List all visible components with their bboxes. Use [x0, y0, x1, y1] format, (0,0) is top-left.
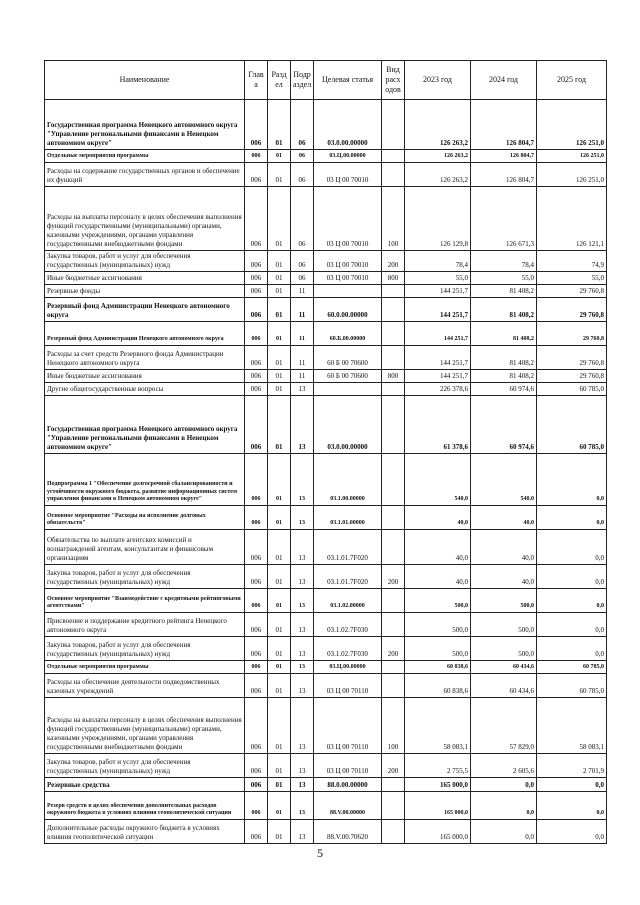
cell-article: 03.Ц.00.00000: [314, 150, 382, 163]
cell-y2023: 126 129,8: [405, 187, 471, 251]
cell-podr: 13: [291, 565, 314, 589]
cell-podr: 06: [291, 100, 314, 150]
cell-y2025: 60 785,0: [537, 383, 607, 396]
cell-y2023: 55,0: [405, 272, 471, 285]
cell-glav: 006: [245, 754, 268, 778]
cell-article: 03 Ц 00 70110: [314, 674, 382, 698]
budget-table: [44, 60, 607, 844]
table-row: [45, 370, 607, 383]
cell-podr: 13: [291, 454, 314, 506]
cell-name: Дополнительные расходы окружного бюджета в условиях влияния геополитической ситуации: [45, 820, 245, 844]
cell-name: Закупка товаров, работ и услуг для обеспечения государственных (муниципальных) нужд: [45, 637, 245, 661]
cell-razd: 01: [268, 383, 291, 396]
cell-y2023: 40,0: [405, 530, 471, 565]
cell-razd: 01: [268, 530, 291, 565]
cell-vid: [382, 589, 405, 613]
cell-article: 03 Ц 00 70010: [314, 163, 382, 187]
cell-razd: 01: [268, 370, 291, 383]
cell-glav: 006: [245, 251, 268, 272]
cell-y2023: 2 755,5: [405, 754, 471, 778]
cell-y2024: 500,0: [471, 637, 537, 661]
cell-name: Другие общегосударственные вопросы: [45, 383, 245, 396]
table-row: [45, 272, 607, 285]
scan-mark: [606, 28, 620, 29]
cell-name: Расходы на обеспечение деятельности подведомственных казенных учреждений: [45, 674, 245, 698]
cell-y2024: 60 434,6: [471, 661, 537, 674]
cell-vid: [382, 792, 405, 820]
cell-y2023: 165 000,0: [405, 778, 471, 792]
cell-y2023: 61 378,6: [405, 396, 471, 454]
cell-podr: 13: [291, 383, 314, 396]
cell-glav: 006: [245, 778, 268, 792]
table-row: [45, 698, 607, 754]
cell-razd: 01: [268, 698, 291, 754]
cell-vid: [382, 285, 405, 298]
cell-razd: 01: [268, 778, 291, 792]
cell-podr: 13: [291, 613, 314, 637]
cell-y2023: 144 251,7: [405, 370, 471, 383]
cell-y2025: 29 760,8: [537, 370, 607, 383]
cell-y2024: 40,0: [471, 506, 537, 530]
cell-y2023: 60 838,6: [405, 661, 471, 674]
table-row: [45, 754, 607, 778]
cell-y2023: 144 251,7: [405, 298, 471, 322]
cell-glav: 006: [245, 100, 268, 150]
cell-article: 03.Ц.00.00000: [314, 661, 382, 674]
cell-podr: 13: [291, 637, 314, 661]
cell-name: Резервные средства: [45, 778, 245, 792]
table-row: [45, 674, 607, 698]
cell-razd: 01: [268, 674, 291, 698]
cell-podr: 11: [291, 370, 314, 383]
cell-name: Основное мероприятие "Расходы на исполнение долговых обязательств": [45, 506, 245, 530]
cell-glav: 006: [245, 396, 268, 454]
cell-podr: 11: [291, 322, 314, 346]
cell-glav: 006: [245, 285, 268, 298]
cell-vid: [382, 100, 405, 150]
cell-y2025: 0,0: [537, 820, 607, 844]
cell-y2025: 58 083,1: [537, 698, 607, 754]
cell-podr: 13: [291, 754, 314, 778]
cell-y2024: 500,0: [471, 589, 537, 613]
cell-name: Резерв средств в целях обеспечения дополнительных расходов окружного бюджета в условиях влияния геополитической ситуации: [45, 792, 245, 820]
cell-y2024: 60 974,6: [471, 396, 537, 454]
cell-glav: 006: [245, 298, 268, 322]
cell-razd: 01: [268, 272, 291, 285]
cell-vid: [382, 661, 405, 674]
cell-glav: 006: [245, 370, 268, 383]
cell-y2025: 0,0: [537, 792, 607, 820]
cell-vid: 100: [382, 698, 405, 754]
cell-y2023: 58 083,1: [405, 698, 471, 754]
cell-article: 03 Ц 00 70110: [314, 698, 382, 754]
cell-name: Расходы на выплаты персоналу в целях обеспечения выполнения функций государственными (муниципальными) органами, казенными учреждениями, органами управления государственными внебюджетными фондами: [45, 187, 245, 251]
cell-y2024: 540,0: [471, 454, 537, 506]
table-row: [45, 661, 607, 674]
cell-name: Отдельные мероприятия программы: [45, 661, 245, 674]
cell-podr: 13: [291, 792, 314, 820]
table-row: [45, 251, 607, 272]
cell-glav: 006: [245, 674, 268, 698]
cell-razd: 01: [268, 163, 291, 187]
cell-y2025: 0,0: [537, 589, 607, 613]
cell-vid: 800: [382, 272, 405, 285]
cell-article: 88.V.00.70620: [314, 820, 382, 844]
cell-y2025: 0,0: [537, 530, 607, 565]
cell-podr: 11: [291, 285, 314, 298]
cell-name: Закупка товаров, работ и услуг для обеспечения государственных (муниципальных) нужд: [45, 565, 245, 589]
cell-article: 60 Б 00 70600: [314, 346, 382, 370]
cell-y2023: 500,0: [405, 589, 471, 613]
cell-name: Расходы на содержание государственных органов и обеспечение их функций: [45, 163, 245, 187]
cell-article: 60.0.00.00000: [314, 298, 382, 322]
cell-name: Иные бюджетные ассигнования: [45, 272, 245, 285]
cell-podr: 06: [291, 187, 314, 251]
cell-y2024: 81 408,2: [471, 285, 537, 298]
cell-podr: 13: [291, 506, 314, 530]
cell-article: [314, 285, 382, 298]
cell-y2024: 60 974,6: [471, 383, 537, 396]
cell-article: 03.0.00.00000: [314, 100, 382, 150]
cell-razd: 01: [268, 251, 291, 272]
table-row: [45, 298, 607, 322]
cell-article: 60 Б 00 70600: [314, 370, 382, 383]
cell-razd: 01: [268, 661, 291, 674]
cell-razd: 01: [268, 565, 291, 589]
cell-y2025: 29 760,8: [537, 322, 607, 346]
cell-y2025: 55,0: [537, 272, 607, 285]
cell-name: Резервные фонды: [45, 285, 245, 298]
page-number: 5: [317, 846, 323, 860]
cell-glav: 006: [245, 163, 268, 187]
header-podr: Подр аздел: [291, 61, 314, 100]
cell-y2023: 126 263,2: [405, 150, 471, 163]
cell-glav: 006: [245, 820, 268, 844]
cell-razd: 01: [268, 820, 291, 844]
cell-y2024: 81 408,2: [471, 346, 537, 370]
table-row: [45, 396, 607, 454]
cell-y2023: 40,0: [405, 565, 471, 589]
cell-vid: 200: [382, 637, 405, 661]
cell-y2025: 0,0: [537, 454, 607, 506]
cell-article: 88.0.00.00000: [314, 778, 382, 792]
cell-vid: [382, 346, 405, 370]
cell-glav: 006: [245, 530, 268, 565]
cell-y2024: 126 804,7: [471, 150, 537, 163]
cell-y2024: 60 434,6: [471, 674, 537, 698]
cell-y2024: 126 671,3: [471, 187, 537, 251]
cell-vid: [382, 322, 405, 346]
cell-name: Расходы на выплаты персоналу в целях обеспечения выполнения функций государственными (муниципальными) органами, казенными учреждениями, органами управления государственными внебюджетными фондами: [45, 698, 245, 754]
cell-podr: 11: [291, 346, 314, 370]
header-name: Наименование: [45, 61, 245, 100]
cell-vid: [382, 298, 405, 322]
header-2025: 2025 год: [537, 61, 607, 100]
cell-y2025: 60 785,0: [537, 674, 607, 698]
cell-y2024: 0,0: [471, 820, 537, 844]
cell-name: Присвоение и поддержание кредитного рейтинга Ненецкого автономного округа: [45, 613, 245, 637]
cell-podr: 06: [291, 251, 314, 272]
cell-y2025: 0,0: [537, 565, 607, 589]
cell-y2023: 60 838,6: [405, 674, 471, 698]
cell-y2025: 60 785,0: [537, 396, 607, 454]
cell-razd: 01: [268, 613, 291, 637]
cell-vid: [382, 674, 405, 698]
cell-glav: 006: [245, 637, 268, 661]
header-glav: Глав а: [245, 61, 268, 100]
cell-article: 03 Ц 00 70010: [314, 272, 382, 285]
header-2023: 2023 год: [405, 61, 471, 100]
cell-article: 60.Б.00.00000: [314, 322, 382, 346]
cell-glav: 006: [245, 454, 268, 506]
cell-glav: 006: [245, 661, 268, 674]
cell-y2025: 0,0: [537, 637, 607, 661]
cell-article: 03.1.01.00000: [314, 506, 382, 530]
cell-name: Отдельные мероприятия программы: [45, 150, 245, 163]
cell-razd: 01: [268, 637, 291, 661]
cell-y2023: 78,4: [405, 251, 471, 272]
cell-article: 03.1.00.00000: [314, 454, 382, 506]
cell-razd: 01: [268, 454, 291, 506]
cell-y2025: 126 121,1: [537, 187, 607, 251]
cell-y2025: 126 251,0: [537, 100, 607, 150]
cell-glav: 006: [245, 272, 268, 285]
cell-glav: 006: [245, 322, 268, 346]
cell-y2024: 40,0: [471, 565, 537, 589]
cell-podr: 13: [291, 661, 314, 674]
cell-podr: 11: [291, 298, 314, 322]
cell-podr: 13: [291, 396, 314, 454]
cell-y2024: 55,0: [471, 272, 537, 285]
cell-y2025: 29 760,8: [537, 298, 607, 322]
table-row: [45, 454, 607, 506]
cell-name: Закупка товаров, работ и услуг для обеспечения государственных (муниципальных) нужд: [45, 754, 245, 778]
cell-glav: 006: [245, 792, 268, 820]
table-row: [45, 778, 607, 792]
cell-y2025: 2 701,9: [537, 754, 607, 778]
cell-vid: 200: [382, 754, 405, 778]
cell-razd: 01: [268, 396, 291, 454]
cell-vid: [382, 454, 405, 506]
cell-glav: 006: [245, 506, 268, 530]
cell-y2024: 0,0: [471, 792, 537, 820]
cell-razd: 01: [268, 150, 291, 163]
cell-y2023: 126 263,2: [405, 163, 471, 187]
cell-podr: 13: [291, 589, 314, 613]
cell-y2023: 226 378,6: [405, 383, 471, 396]
cell-razd: 01: [268, 100, 291, 150]
cell-razd: 01: [268, 322, 291, 346]
cell-podr: 13: [291, 820, 314, 844]
cell-y2023: 540,0: [405, 454, 471, 506]
cell-y2024: 126 804,7: [471, 163, 537, 187]
cell-glav: 006: [245, 589, 268, 613]
cell-vid: [382, 613, 405, 637]
table-row: [45, 820, 607, 844]
cell-razd: 01: [268, 754, 291, 778]
cell-name: Расходы за счет средств Резервного фонда Администрации Ненецкого автономного округа: [45, 346, 245, 370]
cell-y2024: 500,0: [471, 613, 537, 637]
cell-y2024: 81 408,2: [471, 322, 537, 346]
cell-vid: [382, 150, 405, 163]
table-row: [45, 322, 607, 346]
cell-y2025: 0,0: [537, 613, 607, 637]
table-header-row: [45, 61, 607, 100]
cell-vid: [382, 530, 405, 565]
cell-vid: [382, 163, 405, 187]
cell-y2025: 74,9: [537, 251, 607, 272]
table-row: [45, 792, 607, 820]
table-row: [45, 150, 607, 163]
cell-y2024: 126 804,7: [471, 100, 537, 150]
cell-razd: 01: [268, 346, 291, 370]
cell-razd: 01: [268, 506, 291, 530]
cell-article: 03.1.02.7F030: [314, 637, 382, 661]
header-2024: 2024 год: [471, 61, 537, 100]
cell-glav: 006: [245, 346, 268, 370]
cell-name: Резервный фонд Администрации Ненецкого автономного округа: [45, 322, 245, 346]
cell-article: 03.1.01.7F020: [314, 565, 382, 589]
header-vid: Вид расх одов: [382, 61, 405, 100]
cell-article: 03.1.02.00000: [314, 589, 382, 613]
cell-razd: 01: [268, 187, 291, 251]
cell-vid: 800: [382, 370, 405, 383]
cell-name: Подпрограмма 1 "Обеспечение долгосрочной сбалансированности и устойчивости окружного бюджета, развитие информационных систем управления финансами в Ненецком автономном округе": [45, 454, 245, 506]
cell-razd: 01: [268, 792, 291, 820]
cell-podr: 06: [291, 150, 314, 163]
table-row: [45, 613, 607, 637]
cell-y2025: 126 251,0: [537, 150, 607, 163]
cell-y2023: 500,0: [405, 613, 471, 637]
cell-y2024: 81 408,2: [471, 298, 537, 322]
cell-y2023: 165 000,0: [405, 820, 471, 844]
cell-razd: 01: [268, 285, 291, 298]
cell-glav: 006: [245, 187, 268, 251]
cell-podr: 13: [291, 674, 314, 698]
cell-y2025: 29 760,8: [537, 285, 607, 298]
cell-y2024: 2 605,6: [471, 754, 537, 778]
cell-podr: 06: [291, 163, 314, 187]
cell-article: 03 Ц 00 70110: [314, 754, 382, 778]
cell-y2023: 126 263,2: [405, 100, 471, 150]
cell-podr: 06: [291, 272, 314, 285]
cell-y2023: 144 251,7: [405, 346, 471, 370]
table-row: [45, 637, 607, 661]
cell-article: 03.1.02.7F030: [314, 613, 382, 637]
cell-y2023: 40,0: [405, 506, 471, 530]
cell-article: 03.1.01.7F020: [314, 530, 382, 565]
cell-vid: [382, 506, 405, 530]
cell-vid: [382, 820, 405, 844]
cell-podr: 13: [291, 698, 314, 754]
cell-name: Резервный фонд Администрации Ненецкого автономного округа: [45, 298, 245, 322]
cell-name: Основное мероприятие "Взаимодействие с кредитными рейтинговыми агентствами": [45, 589, 245, 613]
cell-y2025: 29 760,8: [537, 346, 607, 370]
cell-name: Государственная программа Ненецкого автономного округа "Управление региональными финансами в Ненецком автономном округе": [45, 100, 245, 150]
cell-y2024: 40,0: [471, 530, 537, 565]
cell-podr: 13: [291, 778, 314, 792]
cell-y2025: 60 785,0: [537, 661, 607, 674]
cell-podr: 13: [291, 530, 314, 565]
table-row: [45, 565, 607, 589]
cell-razd: 01: [268, 298, 291, 322]
cell-glav: 006: [245, 698, 268, 754]
cell-y2023: 144 251,7: [405, 322, 471, 346]
cell-y2024: 57 829,0: [471, 698, 537, 754]
cell-glav: 006: [245, 613, 268, 637]
cell-razd: 01: [268, 589, 291, 613]
header-razd: Разд ел: [268, 61, 291, 100]
cell-y2024: 78,4: [471, 251, 537, 272]
table-row: [45, 589, 607, 613]
cell-y2023: 500,0: [405, 637, 471, 661]
table-row: [45, 383, 607, 396]
header-article: Целевая статья: [314, 61, 382, 100]
cell-glav: 006: [245, 565, 268, 589]
cell-article: 88.V.00.00000: [314, 792, 382, 820]
cell-y2023: 165 000,0: [405, 792, 471, 820]
table-row: [45, 187, 607, 251]
table-row: [45, 530, 607, 565]
cell-vid: [382, 383, 405, 396]
cell-article: 03 Ц 00 70010: [314, 187, 382, 251]
cell-y2024: 0,0: [471, 778, 537, 792]
cell-article: 03 Ц 00 70010: [314, 251, 382, 272]
table-row: [45, 346, 607, 370]
cell-vid: 200: [382, 565, 405, 589]
cell-vid: [382, 778, 405, 792]
cell-y2025: 0,0: [537, 778, 607, 792]
cell-name: Иные бюджетные ассигнования: [45, 370, 245, 383]
cell-name: Государственная программа Ненецкого автономного округа "Управление региональными финансами в Ненецком автономном округе": [45, 396, 245, 454]
cell-name: Обязательства по выплате агентских комиссий и вознаграждений агентам, консультантам и финансовым организациям: [45, 530, 245, 565]
cell-glav: 006: [245, 150, 268, 163]
cell-y2023: 144 251,7: [405, 285, 471, 298]
table-row: [45, 163, 607, 187]
table-body: [45, 100, 607, 844]
cell-y2025: 0,0: [537, 506, 607, 530]
cell-glav: 006: [245, 383, 268, 396]
cell-vid: 200: [382, 251, 405, 272]
table-row: [45, 285, 607, 298]
cell-article: [314, 383, 382, 396]
cell-y2024: 81 408,2: [471, 370, 537, 383]
cell-article: 03.0.00.00000: [314, 396, 382, 454]
cell-vid: [382, 396, 405, 454]
cell-vid: 100: [382, 187, 405, 251]
cell-y2025: 126 251,0: [537, 163, 607, 187]
cell-name: Закупка товаров, работ и услуг для обеспечения государственных (муниципальных) нужд: [45, 251, 245, 272]
table-row: [45, 506, 607, 530]
table-row: [45, 100, 607, 150]
